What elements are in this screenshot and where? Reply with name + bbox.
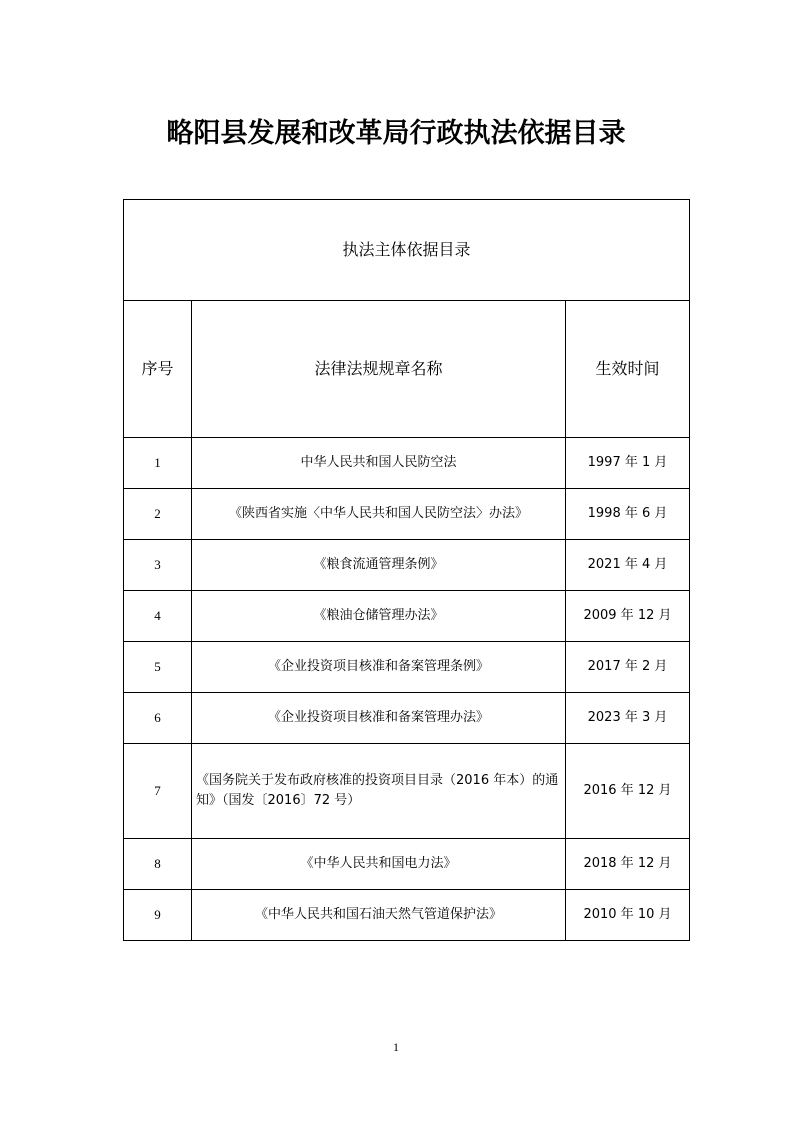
row-name: 《中华人民共和国石油天然气管道保护法》 [192,890,566,941]
row-no: 4 [124,591,192,642]
row-no: 5 [124,642,192,693]
row-name: 《企业投资项目核准和备案管理条例》 [192,642,566,693]
table-row [124,591,690,642]
row-name: 《企业投资项目核准和备案管理办法》 [192,693,566,744]
row-date: 2021 年 4 月 [566,540,690,591]
header-name: 法律法规规章名称 [192,301,566,438]
table-row [124,489,690,540]
table-row [124,839,690,890]
row-no: 1 [124,438,192,489]
row-name: 《中华人民共和国电力法》 [192,839,566,890]
table-row [124,744,690,839]
header-date: 生效时间 [566,301,690,438]
page-number: 1 [393,1040,399,1054]
row-name: 《陕西省实施〈中华人民共和国人民防空法〉办法》 [192,489,566,540]
row-name: 中华人民共和国人民防空法 [192,438,566,489]
row-no: 9 [124,890,192,941]
header-no: 序号 [124,301,192,438]
table-header-row [124,301,690,438]
row-date: 2009 年 12 月 [566,591,690,642]
row-date: 1998 年 6 月 [566,489,690,540]
law-basis-table [123,199,690,941]
table-row [124,540,690,591]
row-name: 《国务院关于发布政府核准的投资项目目录（2016 年本）的通知》（国发〔2016〕72 号） [192,744,566,839]
row-date: 2023 年 3 月 [566,693,690,744]
table-row [124,642,690,693]
row-no: 6 [124,693,192,744]
table-caption: 执法主体依据目录 [124,200,690,301]
table-row [124,693,690,744]
row-name: 《粮食流通管理条例》 [192,540,566,591]
row-date: 1997 年 1 月 [566,438,690,489]
row-date: 2017 年 2 月 [566,642,690,693]
table-row [124,438,690,489]
row-no: 7 [124,744,192,839]
page-title: 略阳县发展和改革局行政执法依据目录 [166,118,626,149]
row-name: 《粮油仓储管理办法》 [192,591,566,642]
table-caption-row [124,200,690,301]
row-date: 2016 年 12 月 [566,744,690,839]
row-date: 2018 年 12 月 [566,839,690,890]
row-no: 2 [124,489,192,540]
row-no: 8 [124,839,192,890]
row-no: 3 [124,540,192,591]
table-row [124,890,690,941]
row-date: 2010 年 10 月 [566,890,690,941]
